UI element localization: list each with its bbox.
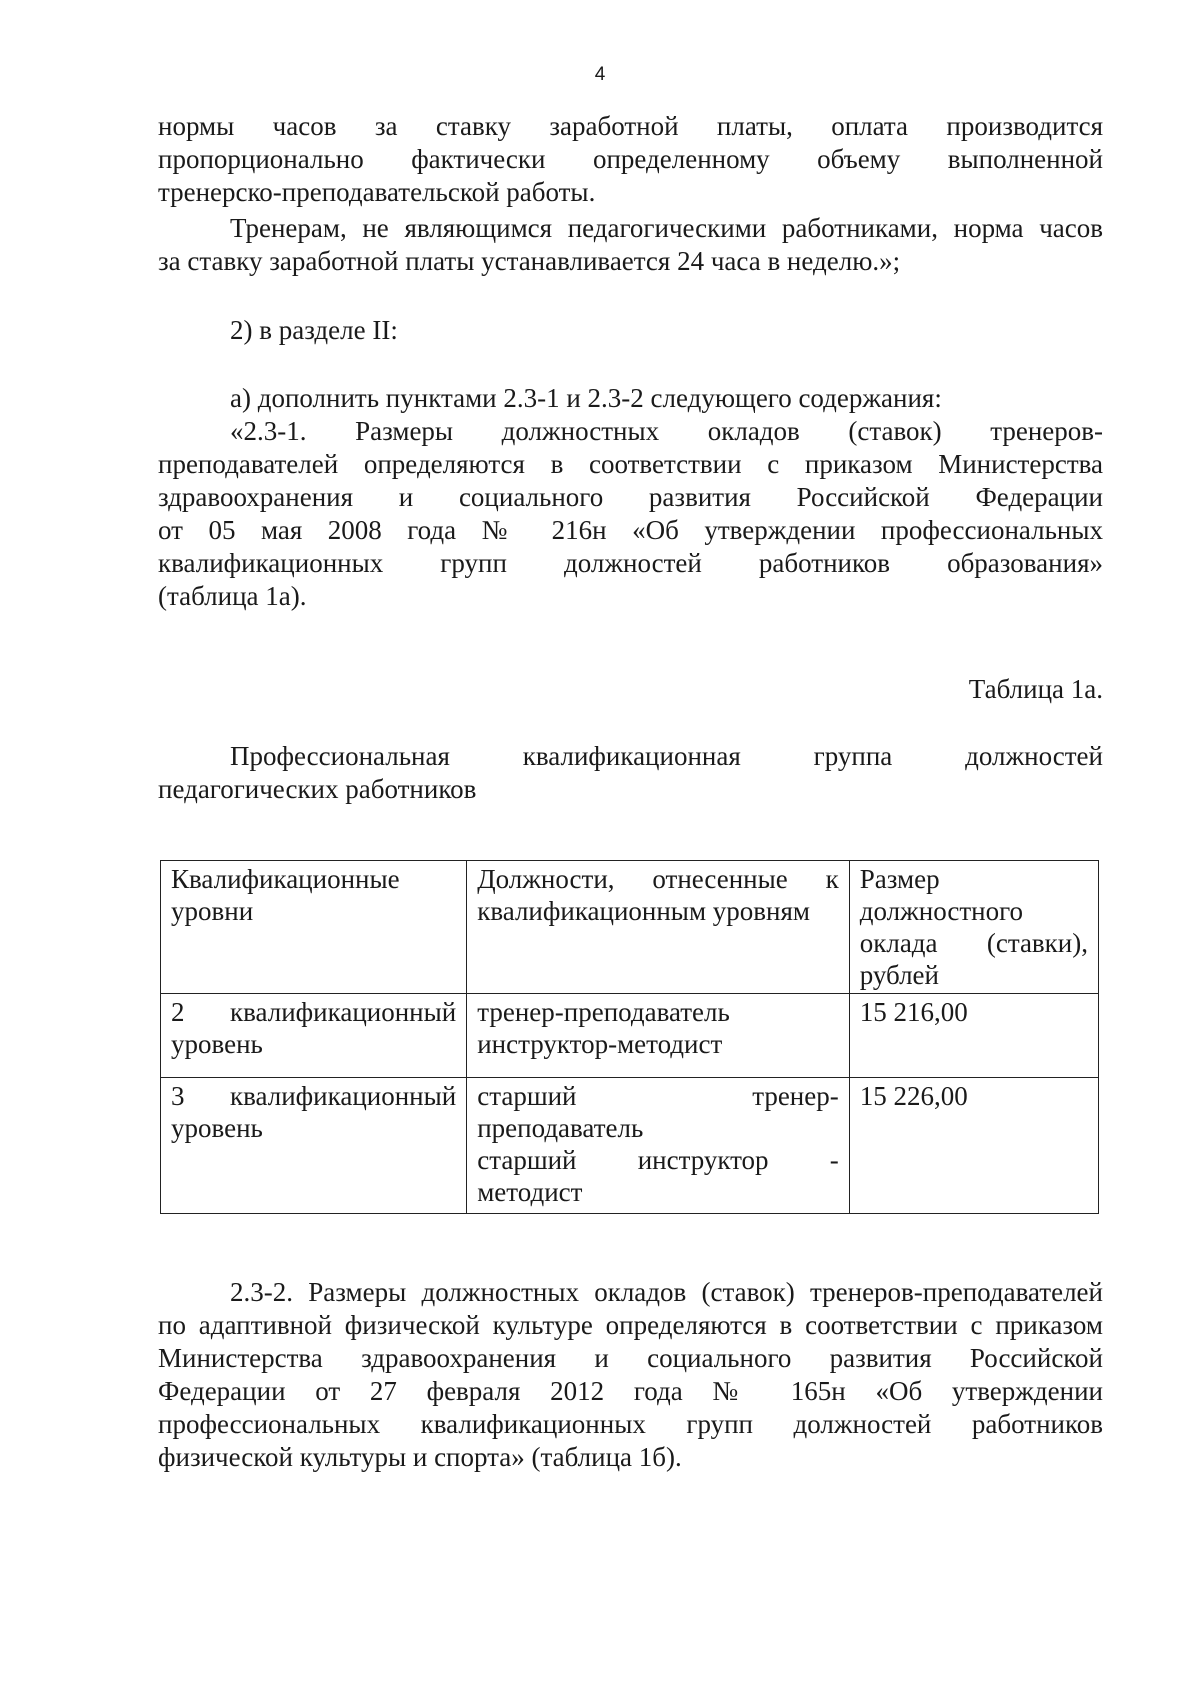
table-label bbox=[158, 673, 1103, 706]
text-line: Таблица 1а. bbox=[968, 674, 1103, 704]
salary-cell: 15 216,00 bbox=[849, 994, 1098, 1078]
text-line: за ставку заработной платы устанавливается 24 часа в неделю.»; bbox=[158, 246, 901, 276]
table-title bbox=[158, 740, 1103, 806]
text-line: Министерства здравоохранения и социального развития Российской bbox=[158, 1343, 1103, 1373]
text-line: квалификационных групп должностей работников образования» bbox=[158, 548, 1103, 578]
text-line: педагогических работников bbox=[158, 774, 477, 804]
positions-cell: тренер-преподаватель инструктор-методист bbox=[467, 994, 850, 1078]
table-row bbox=[161, 994, 1099, 1078]
item-a bbox=[158, 382, 1103, 415]
text-line: от 05 мая 2008 года № 216н «Об утверждении профессиональных bbox=[158, 515, 1103, 545]
table-row bbox=[161, 1078, 1099, 1214]
paragraph-continuation bbox=[158, 110, 1103, 209]
page-number: 4 bbox=[594, 64, 606, 85]
header-cell-levels: Квалификационные уровни bbox=[161, 861, 467, 994]
text-line: Федерации от 27 февраля 2012 года № 165н «Об утверждении bbox=[158, 1376, 1103, 1406]
level-cell: 2 квалификационный уровень bbox=[161, 994, 467, 1078]
text-line: профессиональных квалификационных групп должностей работников bbox=[158, 1409, 1103, 1439]
positions-cell: старший тренер- преподаватель старший инструктор - методист bbox=[467, 1078, 850, 1214]
text-line: «2.3-1. Размеры должностных окладов (ставок) тренеров- bbox=[230, 416, 1103, 446]
paragraph-2-3-2 bbox=[158, 1276, 1103, 1474]
text-line: нормы часов за ставку заработной платы, оплата производится bbox=[158, 111, 1103, 141]
salary-cell: 15 226,00 bbox=[849, 1078, 1098, 1214]
text-line: (таблица 1а). bbox=[158, 581, 307, 611]
text-line: здравоохранения и социального развития Российской Федерации bbox=[158, 482, 1103, 512]
text-line: а) дополнить пунктами 2.3-1 и 2.3-2 следующего содержания: bbox=[230, 383, 942, 413]
level-cell: 3 квалификационный уровень bbox=[161, 1078, 467, 1214]
text-line: физической культуры и спорта» (таблица 1б). bbox=[158, 1442, 682, 1472]
item-section-2 bbox=[158, 314, 1103, 347]
table-header-row bbox=[161, 861, 1099, 994]
paragraph-trainers-norm bbox=[158, 212, 1103, 278]
text-line: преподавателей определяются в соответствии с приказом Министерства bbox=[158, 449, 1103, 479]
text-line: 2) в разделе II: bbox=[230, 315, 398, 345]
qualification-table bbox=[160, 860, 1099, 1214]
header-cell-salary: Размер должностного оклада (ставки), рублей bbox=[849, 861, 1098, 994]
text-line: пропорционально фактически определенному объему выполненной bbox=[158, 144, 1103, 174]
paragraph-2-3-1 bbox=[158, 415, 1103, 613]
text-line: 2.3-2. Размеры должностных окладов (ставок) тренеров-преподавателей bbox=[230, 1277, 1103, 1307]
text-line: по адаптивной физической культуре определяются в соответствии с приказом bbox=[158, 1310, 1103, 1340]
text-line: тренерско-преподавательской работы. bbox=[158, 177, 596, 207]
text-line: Профессиональная квалификационная группа должностей bbox=[230, 741, 1103, 771]
header-cell-positions: Должности, отнесенные к квалификационным уровням bbox=[467, 861, 850, 994]
text-line: Тренерам, не являющимся педагогическими работниками, норма часов bbox=[230, 213, 1103, 243]
